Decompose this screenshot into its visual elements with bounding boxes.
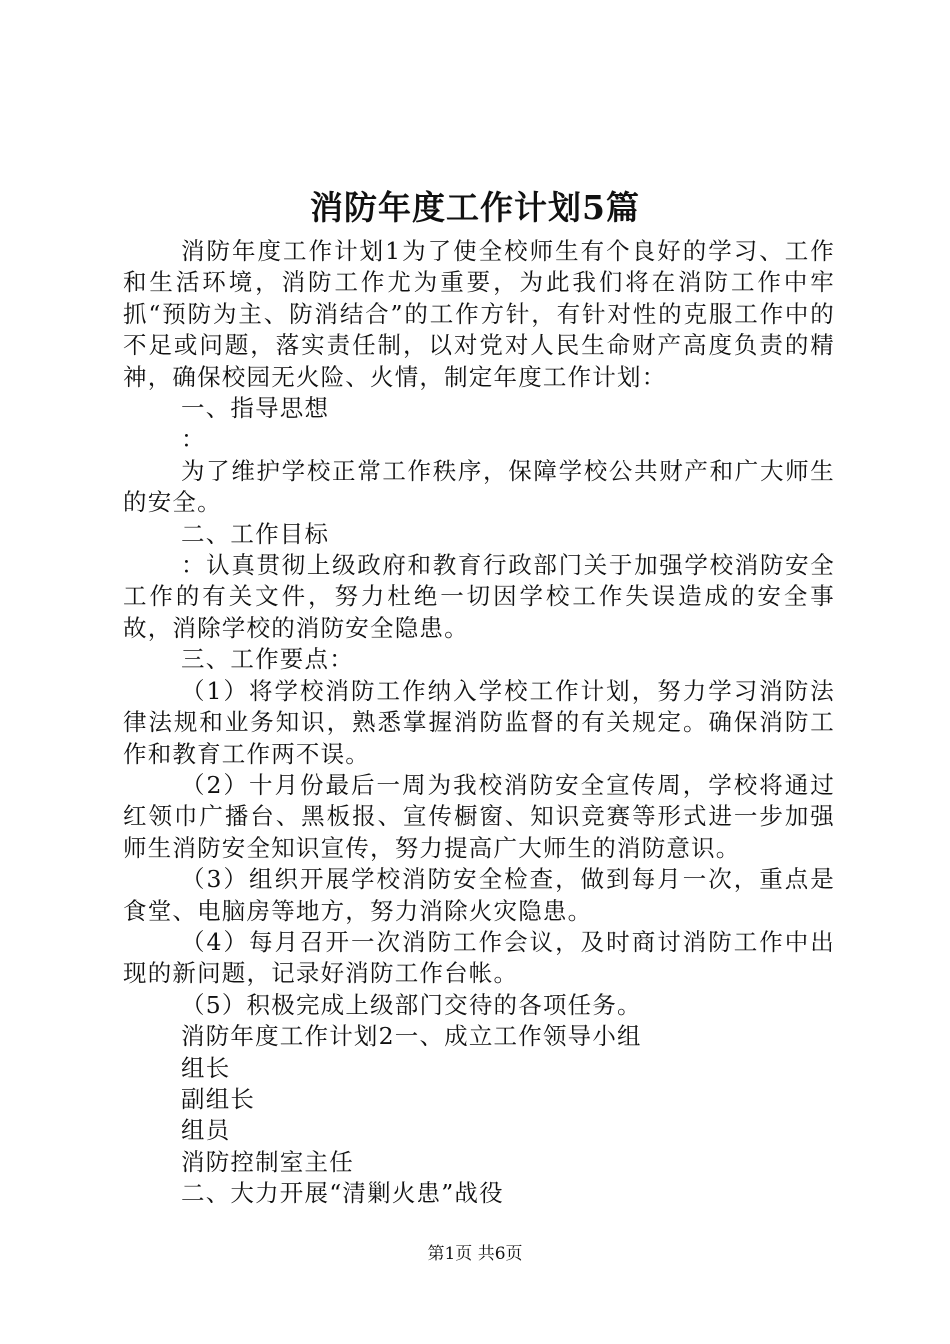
heading-guiding-ideology: 一、指导思想 [181,394,330,423]
paragraph-guiding-ideology: 为了维护学校正常工作秩序，保障学校公共财产和广大师生的安全。 [123,456,835,517]
work-point-2: （2）十月份最后一周为我校消防安全宣传周，学校将通过红领巾广播台、黑板报、宣传橱窗、知识竞赛等形式进一步加强师生消防安全知识宣传，努力提高广大师生的消防意识。 [123,770,835,862]
work-point-5: （5）积极完成上级部门交待的各项任务。 [181,990,642,1019]
role-deputy-leader: 副组长 [181,1084,256,1113]
heading-campaign: 二、大力开展“清剿火患”战役 [181,1179,504,1208]
role-leader: 组长 [181,1053,231,1082]
role-member: 组员 [181,1116,231,1145]
heading-work-goals: 二、工作目标 [181,519,330,548]
colon-line: ： [181,425,206,454]
work-point-3: （3）组织开展学校消防安全检查，做到每月一次，重点是食堂、电脑房等地方，努力消除火灾隐患。 [123,865,835,925]
paragraph-work-goals: ：认真贯彻上级政府和教育行政部门关于加强学校消防安全工作的有关文件，努力杜绝一切因学校工作失误造成的安全事故，消除学校的消防安全隐患。 [123,551,835,642]
work-point-1: （1）将学校消防工作纳入学校工作计划，努力学习消防法律法规和业务知识，熟悉掌握消防监督的有关规定。确保消防工作和教育工作两不误。 [123,676,835,768]
plan-2-heading: 消防年度工作计划2一、成立工作领导小组 [181,1022,642,1051]
document-title: 消防年度工作计划5篇 [310,188,640,227]
work-point-4: （4）每月召开一次消防工作会议，及时商讨消防工作中出现的新问题，记录好消防工作台帐。 [123,927,835,988]
page-number-footer: 第1页 共6页 [427,1244,523,1264]
heading-work-points: 三、工作要点： [181,645,354,674]
document-body [123,236,835,1210]
paragraph-intro: 消防年度工作计划1为了使全校师生有个良好的学习、工作和生活环境，消防工作尤为重要，为此我们将在消防工作中牢抓“预防为主、防消结合”的工作方针，有针对性的克服工作中的不足或问题，落实责任制，以对党对人民生命财产高度负责的精神，确保校园无火险、火情，制定年度工作计划： [123,237,835,391]
role-control-room-director: 消防控制室主任 [181,1147,354,1176]
